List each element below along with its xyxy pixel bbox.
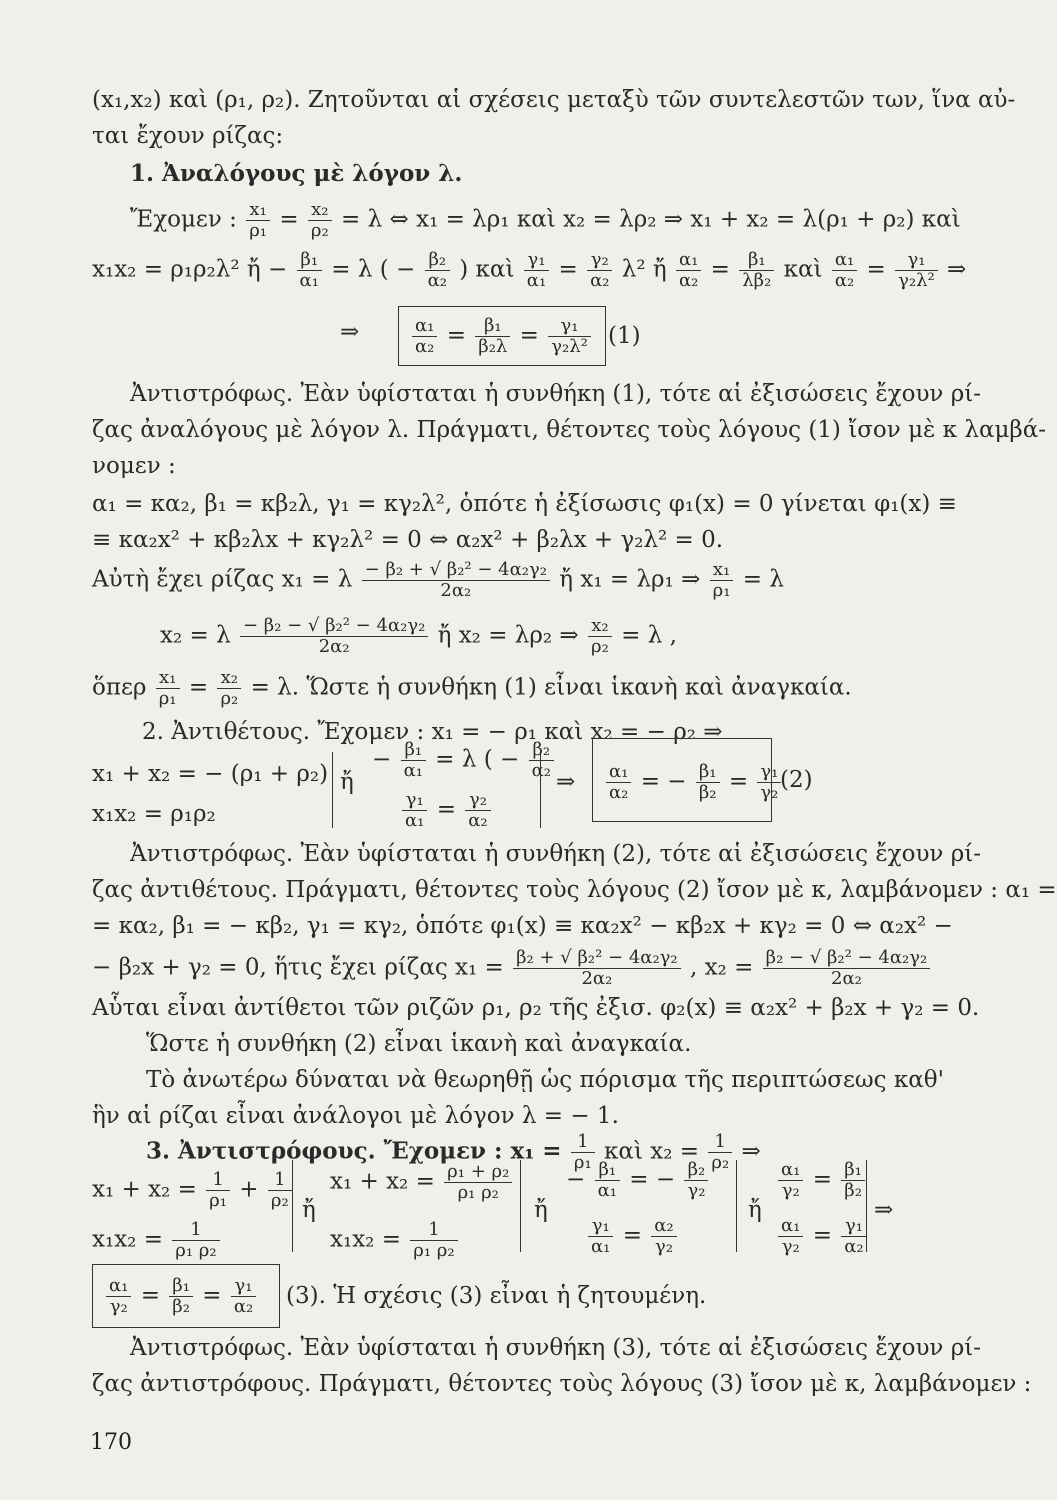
fraction: $\frac{\text{x₁}}{\text{ρ₁}}$: [710, 560, 734, 601]
text: ) καὶ: [459, 256, 515, 283]
fraction: $\frac{\text{α₁}}{\text{α₂}}$: [412, 316, 437, 357]
text-line: ζας ἀντιστρόφους. Πράγματι, θέτοντες τοὺς λόγους (3) ἴσον μὲ κ, λαμβάνομεν :: [92, 1371, 1032, 1397]
fraction: $\frac{\text{γ₁}}{\text{α₂}}$: [841, 1216, 866, 1257]
equation-line: [566, 1160, 710, 1201]
text: ,: [669, 622, 677, 649]
text-line: Ἀντιστρόφως. Ἐὰν ὑφίσταται ἡ συνθήκη (2), τότε αἱ ἐξισώσεις ἔχουν ρί-: [130, 841, 982, 867]
boxed-equation: [340, 318, 359, 346]
text: x₁x₂ =: [92, 1226, 163, 1253]
fraction: $\frac{\text{γ₁}}{\text{γ₂λ²}}$: [895, 250, 938, 291]
brace-line: [540, 752, 541, 828]
minus-sign: −: [667, 768, 687, 795]
minus-sign: −: [372, 746, 392, 773]
text: = λ ( −: [435, 746, 520, 773]
equals-sign: =: [202, 1282, 222, 1309]
equals-sign: =: [446, 322, 466, 349]
section-heading: 2. Ἀντιθέτους. Ἔχομεν : x₁ = − ρ₁ καὶ x₂ = − ρ₂ ⇒: [142, 719, 723, 745]
equation-line: [400, 790, 493, 831]
fraction: $\frac{\text{x₁}}{\text{ρ₁}}$: [246, 200, 270, 241]
text: καὶ x₂ =: [604, 1138, 700, 1165]
text-line: (3). Ἡ σχέσις (3) εἶναι ἡ ζητουμένη.: [286, 1283, 707, 1309]
equals-sign: =: [436, 796, 456, 823]
fraction: $\frac{\text{β₁}}{\text{α₁}}$: [595, 1160, 620, 1201]
brace-line: [332, 752, 333, 828]
brace-line: [520, 1160, 521, 1252]
text: x₁x₂ =: [330, 1226, 401, 1253]
text: ἤ: [534, 1197, 548, 1223]
text: ,: [689, 954, 698, 981]
text-line: Τὸ ἀνωτέρω δύναται νὰ θεωρηθῇ ὡς πόρισμα τῆς περιπτώσεως καθ': [146, 1067, 944, 1093]
brace-line: [866, 1160, 867, 1252]
boxed-equation: [410, 316, 593, 357]
boxed-equation: [104, 1276, 258, 1317]
equals-sign: =: [279, 206, 299, 233]
fraction: $\frac{\text{− β₂ − √ β₂² − 4α₂γ₂}}{\text{2α₂}}$: [240, 616, 428, 657]
equation-line: [92, 1220, 222, 1261]
text: =: [621, 622, 641, 649]
equals-sign: =: [519, 322, 539, 349]
text-line: ≡ κα₂x² + κβ₂λx + κγ₂λ² = 0 ⇔ α₂x² + β₂λx + γ₂λ² = 0.: [92, 527, 724, 553]
fraction: $\frac{\text{α₁}}{\text{γ₂}}$: [778, 1216, 803, 1257]
equation-line: [130, 200, 961, 241]
fraction: $\frac{1}{\text{ρ₁}}$: [571, 1132, 595, 1173]
fraction: $\frac{\text{β₂ − √ β₂² − 4α₂γ₂}}{\text{2α₂}}$: [763, 948, 931, 989]
fraction: $\frac{\text{α₁}}{\text{γ₂}}$: [778, 1160, 803, 1201]
section-heading: 3. Ἀντιστρόφους. Ἔχομεν : x₁ =: [146, 1137, 562, 1165]
fraction: $\frac{\text{β₂}}{\text{α₂}}$: [529, 740, 554, 781]
fraction: $\frac{\text{β₂}}{\text{α₂}}$: [425, 250, 450, 291]
equals-sign: =: [140, 1282, 160, 1309]
text-line: ζας ἀναλόγους μὲ λόγον λ. Πράγματι, θέτοντες τοὺς λόγους (1) ἴσον μὲ κ λαμβά-: [92, 417, 1047, 443]
equation-line: [330, 1220, 460, 1261]
text-line: Ἀντιστρόφως. Ἐὰν ὑφίσταται ἡ συνθήκη (1), τότε αἱ ἐξισώσεις ἔχουν ρί-: [130, 381, 982, 407]
fraction: $\frac{\text{β₁}}{\text{α₁}}$: [297, 250, 322, 291]
text: x₁ + x₂ =: [92, 1176, 197, 1203]
fraction: $\frac{\text{α₂}}{\text{γ₂}}$: [651, 1216, 676, 1257]
fraction: $\frac{\text{γ₁}}{\text{α₂}}$: [231, 1276, 256, 1317]
section-heading: 1. Ἀναλόγους μὲ λόγον λ.: [130, 160, 463, 187]
brace-line: [736, 1160, 737, 1252]
text: x₂ =: [704, 954, 754, 981]
text-line: ζας ἀντιθέτους. Πράγματι, θέτοντες τοὺς λόγους (2) ἴσον μὲ κ, λαμβάνομεν : α₁ =: [92, 877, 1057, 903]
text: = λ. Ὥστε ἡ συνθήκη (1) εἶναι ἱκανὴ καὶ ἀναγκαία.: [250, 674, 852, 701]
text-line: νομεν :: [92, 453, 176, 479]
text: − β₂x + γ₂ = 0, ἥτις ἔχει ρίζας x₁ =: [92, 954, 504, 981]
text-line: x₁ + x₂ = − (ρ₁ + ρ₂): [92, 761, 329, 787]
text: ἤ: [340, 769, 354, 795]
text-line: Ἀντιστρόφως. Ἐὰν ὑφίσταται ἡ συνθήκη (3), τότε αἱ ἐξισώσεις ἔχουν ρί-: [130, 1335, 982, 1361]
brace-line: [292, 1160, 293, 1252]
fraction: $\frac{\text{β₁}}{\text{β₂}}$: [169, 1276, 193, 1317]
text-line: x₁x₂ = ρ₁ρ₂: [92, 801, 216, 827]
fraction: $\frac{1}{\text{ρ₂}}$: [268, 1170, 292, 1211]
fraction: $\frac{\text{β₁}}{\text{λβ₂}}$: [739, 250, 774, 291]
equation-line: [92, 948, 932, 989]
fraction: $\frac{\text{α₁}}{\text{γ₂}}$: [106, 1276, 131, 1317]
fraction: $\frac{\text{β₁}}{\text{β₂}}$: [696, 762, 720, 803]
text: ὅπερ: [92, 674, 147, 701]
text: καὶ: [783, 256, 823, 283]
equation-line: [92, 668, 852, 709]
implies-arrow: ⇒: [874, 1197, 894, 1223]
text: ἤ x₁ = λρ₁ ⇒: [559, 566, 701, 593]
fraction: $\frac{\text{β₁}}{\text{β₂λ}}$: [475, 316, 510, 357]
fraction: $\frac{1}{\text{ρ₁ ρ₂}}$: [410, 1220, 457, 1261]
equals-sign: =: [728, 768, 749, 795]
fraction: $\frac{\text{x₁}}{\text{ρ₁}}$: [156, 668, 180, 709]
implies-arrow: ⇒: [556, 769, 576, 795]
equation-line: [776, 1216, 869, 1257]
fraction: $\frac{\text{α₁}}{\text{α₂}}$: [676, 250, 701, 291]
minus-sign: −: [655, 1166, 676, 1193]
plus-sign: +: [239, 1176, 259, 1203]
fraction: $\frac{\text{γ₁}}{\text{γ₂}}$: [757, 762, 781, 803]
equals-sign: =: [558, 256, 578, 283]
equation-line: [330, 1162, 514, 1203]
text: = λ ⇔ x₁ = λρ₁ καὶ x₂ = λρ₂ ⇒ x₁ + x₂ = λ(ρ₁ + ρ₂) καὶ: [341, 206, 961, 233]
implies-arrow: ⇒: [340, 319, 360, 345]
equals-sign: =: [812, 1222, 832, 1249]
equals-sign: =: [640, 768, 660, 795]
fraction: $\frac{1}{\text{ρ₁ ρ₂}}$: [172, 1220, 219, 1261]
fraction: $\frac{1}{\text{ρ₁}}$: [206, 1170, 230, 1211]
fraction: $\frac{\text{γ₁}}{\text{α₁}}$: [588, 1216, 613, 1257]
equals-sign: =: [188, 674, 209, 701]
equation-line: [372, 740, 556, 781]
fraction: $\frac{\text{x₂}}{\text{ρ₂}}$: [217, 668, 241, 709]
text-line: α₁ = κα₂, β₁ = κβ₂λ, γ₁ = κγ₂λ², ὁπότε ἡ ἐξίσωσις φ₁(x) = 0 γίνεται φ₁(x) ≡: [92, 491, 957, 517]
fraction: $\frac{\text{γ₁}}{\text{α₁}}$: [524, 250, 549, 291]
equals-sign: =: [629, 1166, 649, 1193]
text-line: = κα₂, β₁ = − κβ₂, γ₁ = κγ₂, ὁπότε φ₁(x) ≡ κα₂x² − κβ₂x + κγ₂ = 0 ⇔ α₂x² −: [92, 913, 953, 939]
text: =: [742, 566, 763, 593]
text: Αὐτὴ ἔχει ρίζας x₁ = λ: [92, 566, 353, 593]
equation-number: (1): [608, 323, 641, 349]
equation-line: [92, 560, 784, 601]
fraction: $\frac{1}{\text{ρ₂}}$: [708, 1132, 732, 1173]
equals-sign: =: [622, 1222, 642, 1249]
equation-line: [92, 250, 966, 291]
equals-sign: =: [866, 256, 886, 283]
fraction: $\frac{\text{β₁}}{\text{α₁}}$: [401, 740, 426, 781]
text-line: ἣν αἱ ρίζαι εἶναι ἀνάλογοι μὲ λόγον λ = − 1.: [92, 1103, 619, 1129]
text: ἤ: [302, 1197, 316, 1223]
fraction: $\frac{\text{α₁}}{\text{α₂}}$: [832, 250, 857, 291]
fraction: $\frac{\text{x₂}}{\text{ρ₂}}$: [308, 200, 332, 241]
text: x₂ = λ: [160, 622, 231, 649]
fraction: $\frac{\text{γ₂}}{\text{α₂}}$: [465, 790, 490, 831]
fraction: $\frac{\text{γ₂}}{\text{α₂}}$: [587, 250, 612, 291]
fraction: $\frac{\text{α₁}}{\text{α₂}}$: [606, 762, 631, 803]
text: = λ ( −: [331, 256, 416, 283]
text-line: Αὗται εἶναι ἀντίθετοι τῶν ριζῶν ρ₁, ρ₂ τῆς ἐξισ. φ₂(x) ≡ α₂x² + β₂x + γ₂ = 0.: [92, 995, 980, 1021]
fraction: $\frac{\text{β₁}}{\text{β₂}}$: [841, 1160, 865, 1201]
fraction: $\frac{\text{ρ₁ + ρ₂}}{\text{ρ₁ ρ₂}}$: [444, 1162, 512, 1203]
fraction: $\frac{\text{− β₂ + √ β₂² − 4α₂γ₂}}{\text{2α₂}}$: [362, 560, 550, 601]
page-number: 170: [90, 1430, 132, 1455]
text: x₁ + x₂ =: [330, 1168, 435, 1195]
text-line: Ὥστε ἡ συνθήκη (2) εἶναι ἱκανὴ καὶ ἀναγκαία.: [146, 1031, 692, 1057]
text: ἤ x₂ = λρ₂ ⇒: [437, 622, 579, 649]
text: Ἔχομεν :: [130, 206, 237, 233]
text: λ² ἤ: [621, 256, 667, 283]
fraction: $\frac{\text{β₂}}{\text{γ₂}}$: [684, 1160, 708, 1201]
fraction: $\frac{\text{x₂}}{\text{ρ₂}}$: [588, 616, 612, 657]
equation-line: [160, 616, 677, 657]
fraction: $\frac{\text{γ₁}}{\text{α₁}}$: [402, 790, 427, 831]
boxed-equation: [604, 762, 783, 803]
minus-sign: −: [566, 1166, 586, 1193]
equals-sign: =: [812, 1166, 832, 1193]
fraction: $\frac{\text{γ₁}}{\text{γ₂λ²}}$: [548, 316, 591, 357]
text-line: ται ἔχουν ρίζας:: [92, 123, 284, 149]
equation-line: [92, 1170, 294, 1211]
text: λ: [769, 566, 784, 593]
implies-arrow: ⇒: [947, 256, 967, 283]
equation-number: (2): [780, 767, 813, 793]
text: λ: [647, 622, 663, 649]
text: x₁x₂ = ρ₁ρ₂λ² ἤ −: [92, 256, 288, 283]
equation-line: [586, 1216, 679, 1257]
fraction: $\frac{\text{β₂ + √ β₂² − 4α₂γ₂}}{\text{2α₂}}$: [513, 948, 681, 989]
equation-line: [776, 1160, 867, 1201]
implies-arrow: ⇒: [741, 1138, 761, 1165]
text-line: (x₁,x₂) καὶ (ρ₁, ρ₂). Ζητοῦνται αἱ σχέσεις μεταξὺ τῶν συντελεστῶν των, ἵνα αὐ-: [92, 87, 1016, 113]
text: ἤ: [748, 1197, 762, 1223]
equals-sign: =: [710, 256, 730, 283]
